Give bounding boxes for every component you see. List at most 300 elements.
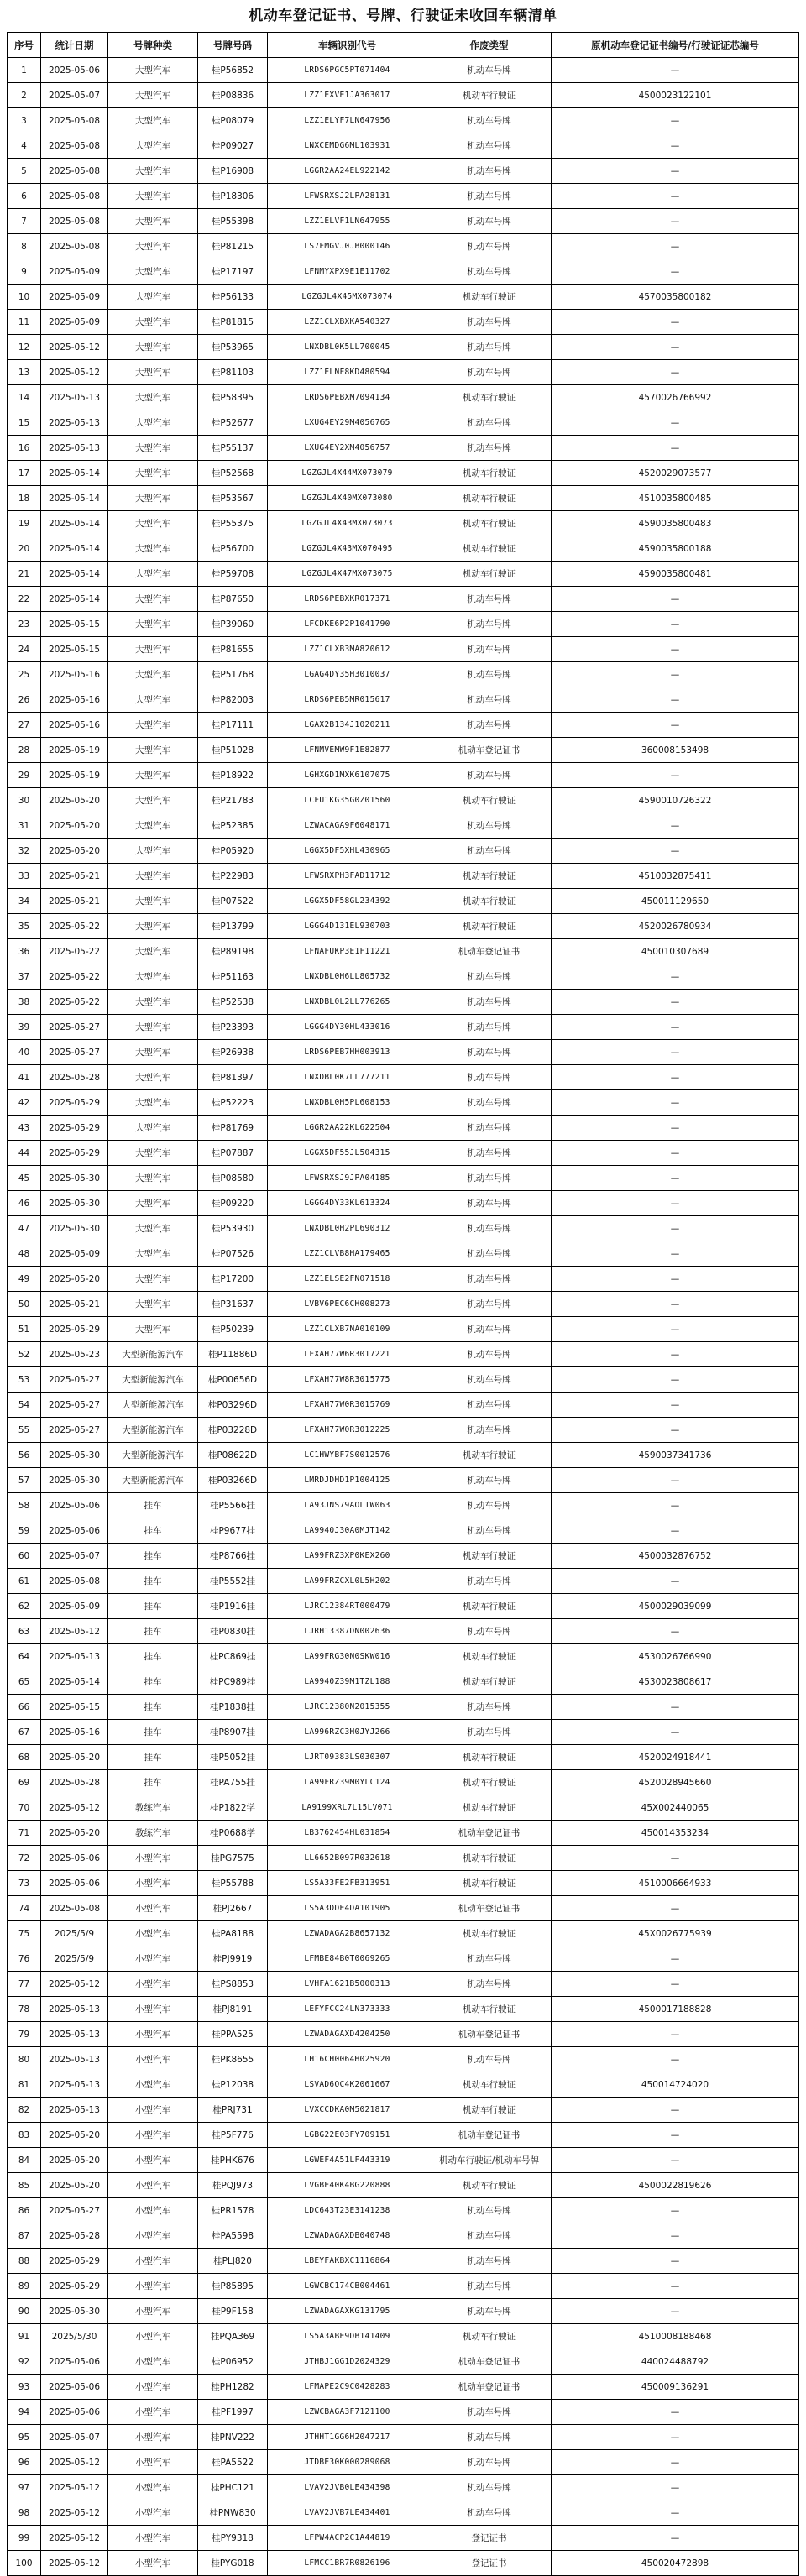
cell-date: 2025-05-28 bbox=[41, 1770, 108, 1795]
cell-index: 47 bbox=[8, 1216, 41, 1241]
cell-plate-number: 桂P52677 bbox=[198, 410, 268, 436]
cell-cert-number: — bbox=[552, 108, 799, 133]
cell-plate-number: 桂P81103 bbox=[198, 360, 268, 385]
cell-plate-type: 大型汽车 bbox=[108, 1216, 198, 1241]
cell-index: 24 bbox=[8, 637, 41, 662]
cell-cert-number: — bbox=[552, 1518, 799, 1544]
table-row bbox=[8, 1997, 799, 2022]
col-header-date: 统计日期 bbox=[41, 33, 108, 58]
cell-cert-number: — bbox=[552, 2123, 799, 2148]
cell-void-type: 机动车号牌 bbox=[427, 2500, 552, 2526]
cell-vin: LFNAFUKP3E1F11221 bbox=[268, 939, 427, 964]
cell-vin: LNXDBL0H2PL690312 bbox=[268, 1216, 427, 1241]
cell-plate-number: 桂P17200 bbox=[198, 1267, 268, 1292]
cell-date: 2025-05-15 bbox=[41, 637, 108, 662]
cell-plate-number: 桂P55137 bbox=[198, 436, 268, 461]
cell-index: 97 bbox=[8, 2475, 41, 2500]
table-row bbox=[8, 58, 799, 83]
cell-plate-number: 桂P12038 bbox=[198, 2072, 268, 2098]
cell-cert-number: — bbox=[552, 1241, 799, 1267]
table-row bbox=[8, 1418, 799, 1443]
cell-date: 2025-05-08 bbox=[41, 159, 108, 184]
cell-date: 2025-05-14 bbox=[41, 562, 108, 587]
cell-vin: LNXDBL0K7LL777211 bbox=[268, 1065, 427, 1090]
cell-index: 56 bbox=[8, 1443, 41, 1468]
cell-date: 2025-05-27 bbox=[41, 1367, 108, 1393]
cell-cert-number: — bbox=[552, 637, 799, 662]
cell-cert-number: — bbox=[552, 839, 799, 864]
cell-plate-type: 小型汽车 bbox=[108, 2475, 198, 2500]
cell-date: 2025-05-19 bbox=[41, 763, 108, 788]
cell-cert-number: — bbox=[552, 1216, 799, 1241]
cell-plate-type: 大型汽车 bbox=[108, 461, 198, 486]
cell-cert-number: 4510006664933 bbox=[552, 1871, 799, 1896]
cell-void-type: 机动车行驶证 bbox=[427, 83, 552, 108]
table-row bbox=[8, 1166, 799, 1191]
cell-date: 2025-05-29 bbox=[41, 2249, 108, 2274]
cell-index: 14 bbox=[8, 385, 41, 410]
cell-plate-type: 小型汽车 bbox=[108, 2526, 198, 2551]
cell-plate-number: 桂PNV222 bbox=[198, 2425, 268, 2450]
cell-index: 48 bbox=[8, 1241, 41, 1267]
cell-cert-number: — bbox=[552, 2223, 799, 2249]
cell-vin: LS7FMGVJ0JB000146 bbox=[268, 234, 427, 259]
cell-cert-number: — bbox=[552, 587, 799, 612]
cell-date: 2025-05-30 bbox=[41, 2299, 108, 2324]
cell-plate-type: 小型汽车 bbox=[108, 2198, 198, 2223]
cell-index: 42 bbox=[8, 1090, 41, 1116]
table-row bbox=[8, 285, 799, 310]
cell-plate-number: 桂P05920 bbox=[198, 839, 268, 864]
cell-void-type: 机动车号牌 bbox=[427, 1090, 552, 1116]
table-row bbox=[8, 159, 799, 184]
cell-plate-number: 桂PS8853 bbox=[198, 1972, 268, 1997]
cell-index: 17 bbox=[8, 461, 41, 486]
cell-date: 2025-05-09 bbox=[41, 285, 108, 310]
table-row bbox=[8, 1292, 799, 1317]
cell-void-type: 机动车号牌 bbox=[427, 234, 552, 259]
cell-plate-type: 小型汽车 bbox=[108, 1972, 198, 1997]
cell-void-type: 机动车行驶证 bbox=[427, 1443, 552, 1468]
cell-cert-number: — bbox=[552, 2148, 799, 2173]
cell-plate-type: 大型汽车 bbox=[108, 939, 198, 964]
col-header-plate-type: 号牌种类 bbox=[108, 33, 198, 58]
cell-vin: LGZGJL4X40MX073080 bbox=[268, 486, 427, 511]
col-header-index: 序号 bbox=[8, 33, 41, 58]
cell-vin: JTDBE30K000289068 bbox=[268, 2450, 427, 2475]
cell-index: 67 bbox=[8, 1720, 41, 1745]
cell-index: 62 bbox=[8, 1594, 41, 1619]
cell-index: 81 bbox=[8, 2072, 41, 2098]
cell-void-type: 机动车行驶证/机动车号牌 bbox=[427, 2148, 552, 2173]
cell-vin: LFNMVEMW9F1E82877 bbox=[268, 738, 427, 763]
table-row bbox=[8, 1544, 799, 1569]
cell-void-type: 机动车行驶证 bbox=[427, 1871, 552, 1896]
cell-date: 2025-05-30 bbox=[41, 1443, 108, 1468]
vehicle-list-table bbox=[7, 32, 799, 2576]
cell-vin: LZZ1ELNF8KD480594 bbox=[268, 360, 427, 385]
cell-void-type: 机动车行驶证 bbox=[427, 385, 552, 410]
cell-plate-number: 桂P08836 bbox=[198, 83, 268, 108]
cell-index: 58 bbox=[8, 1493, 41, 1518]
cell-date: 2025-05-09 bbox=[41, 310, 108, 335]
cell-vin: LZWCBAGA3F7121100 bbox=[268, 2400, 427, 2425]
table-row bbox=[8, 2148, 799, 2173]
cell-plate-type: 大型汽车 bbox=[108, 864, 198, 889]
cell-void-type: 机动车号牌 bbox=[427, 1065, 552, 1090]
table-row bbox=[8, 2349, 799, 2375]
table-row bbox=[8, 1518, 799, 1544]
cell-plate-number: 桂PLJ820 bbox=[198, 2249, 268, 2274]
table-row bbox=[8, 1342, 799, 1367]
cell-plate-type: 大型汽车 bbox=[108, 1141, 198, 1166]
cell-date: 2025-05-13 bbox=[41, 1644, 108, 1669]
cell-date: 2025-05-20 bbox=[41, 2173, 108, 2198]
cell-vin: LFWSRXSJ2LPA28131 bbox=[268, 184, 427, 209]
cell-vin: LRDS6PEB7HH003913 bbox=[268, 1040, 427, 1065]
cell-cert-number: 4500017188828 bbox=[552, 1997, 799, 2022]
cell-plate-type: 挂车 bbox=[108, 1720, 198, 1745]
cell-index: 76 bbox=[8, 1946, 41, 1972]
table-row bbox=[8, 1795, 799, 1821]
cell-date: 2025-05-13 bbox=[41, 385, 108, 410]
cell-vin: LGZGJL4X44MX073079 bbox=[268, 461, 427, 486]
cell-date: 2025-05-07 bbox=[41, 1544, 108, 1569]
cell-index: 68 bbox=[8, 1745, 41, 1770]
cell-plate-type: 大型汽车 bbox=[108, 410, 198, 436]
cell-cert-number: — bbox=[552, 687, 799, 713]
cell-index: 28 bbox=[8, 738, 41, 763]
cell-index: 57 bbox=[8, 1468, 41, 1493]
cell-date: 2025-05-20 bbox=[41, 1267, 108, 1292]
cell-plate-number: 桂P9677挂 bbox=[198, 1518, 268, 1544]
cell-void-type: 机动车号牌 bbox=[427, 813, 552, 839]
cell-void-type: 机动车号牌 bbox=[427, 1695, 552, 1720]
cell-date: 2025-05-12 bbox=[41, 2526, 108, 2551]
cell-date: 2025-05-06 bbox=[41, 58, 108, 83]
cell-plate-number: 桂P8766挂 bbox=[198, 1544, 268, 1569]
cell-plate-type: 小型汽车 bbox=[108, 1997, 198, 2022]
cell-plate-type: 大型汽车 bbox=[108, 839, 198, 864]
cell-cert-number: 4520029073577 bbox=[552, 461, 799, 486]
cell-plate-type: 挂车 bbox=[108, 1644, 198, 1669]
page-title: 机动车登记证书、号牌、行驶证未收回车辆清单 bbox=[249, 8, 557, 24]
table-row bbox=[8, 713, 799, 738]
cell-index: 41 bbox=[8, 1065, 41, 1090]
cell-cert-number: 4520024918441 bbox=[552, 1745, 799, 1770]
cell-plate-type: 大型汽车 bbox=[108, 209, 198, 234]
table-row bbox=[8, 763, 799, 788]
cell-vin: LGWCBC174CB004461 bbox=[268, 2274, 427, 2299]
cell-vin: JTHHT1GG6H2047217 bbox=[268, 2425, 427, 2450]
cell-index: 53 bbox=[8, 1367, 41, 1393]
cell-index: 33 bbox=[8, 864, 41, 889]
cell-vin: LRDS6PEBXKR017371 bbox=[268, 587, 427, 612]
cell-void-type: 机动车号牌 bbox=[427, 587, 552, 612]
table-row bbox=[8, 1191, 799, 1216]
cell-date: 2025-05-15 bbox=[41, 612, 108, 637]
cell-vin: LGZGJL4X43MX073073 bbox=[268, 511, 427, 536]
cell-plate-type: 大型汽车 bbox=[108, 58, 198, 83]
cell-plate-type: 小型汽车 bbox=[108, 2223, 198, 2249]
table-row bbox=[8, 1896, 799, 1921]
cell-void-type: 机动车登记证书 bbox=[427, 2349, 552, 2375]
cell-void-type: 机动车行驶证 bbox=[427, 1594, 552, 1619]
cell-cert-number: — bbox=[552, 159, 799, 184]
cell-index: 27 bbox=[8, 713, 41, 738]
cell-plate-type: 大型汽车 bbox=[108, 713, 198, 738]
cell-date: 2025-05-06 bbox=[41, 1871, 108, 1896]
cell-void-type: 机动车号牌 bbox=[427, 310, 552, 335]
cell-index: 83 bbox=[8, 2123, 41, 2148]
cell-void-type: 机动车号牌 bbox=[427, 839, 552, 864]
cell-date: 2025-05-12 bbox=[41, 360, 108, 385]
table-row bbox=[8, 2098, 799, 2123]
cell-plate-number: 桂P21783 bbox=[198, 788, 268, 813]
cell-index: 80 bbox=[8, 2047, 41, 2072]
table-row bbox=[8, 2500, 799, 2526]
cell-plate-number: 桂PA5598 bbox=[198, 2223, 268, 2249]
cell-plate-number: 桂P1838挂 bbox=[198, 1695, 268, 1720]
cell-date: 2025-05-06 bbox=[41, 2400, 108, 2425]
cell-cert-number: — bbox=[552, 1292, 799, 1317]
cell-date: 2025-05-14 bbox=[41, 587, 108, 612]
cell-vin: LNXDBL0L2LL776265 bbox=[268, 990, 427, 1015]
cell-cert-number: 4590010726322 bbox=[552, 788, 799, 813]
cell-vin: LFCDKE6P2P1041790 bbox=[268, 612, 427, 637]
cell-plate-number: 桂PHC121 bbox=[198, 2475, 268, 2500]
cell-date: 2025-05-13 bbox=[41, 410, 108, 436]
cell-index: 93 bbox=[8, 2375, 41, 2400]
table-row bbox=[8, 2173, 799, 2198]
cell-cert-number: 450010307689 bbox=[552, 939, 799, 964]
cell-cert-number: 4500032876752 bbox=[552, 1544, 799, 1569]
cell-index: 95 bbox=[8, 2425, 41, 2450]
cell-cert-number: — bbox=[552, 2475, 799, 2500]
cell-plate-number: 桂PY9318 bbox=[198, 2526, 268, 2551]
cell-void-type: 机动车登记证书 bbox=[427, 939, 552, 964]
cell-cert-number: 45X002440065 bbox=[552, 1795, 799, 1821]
cell-void-type: 机动车号牌 bbox=[427, 1367, 552, 1393]
cell-index: 55 bbox=[8, 1418, 41, 1443]
table-row bbox=[8, 410, 799, 436]
cell-date: 2025-05-12 bbox=[41, 2450, 108, 2475]
cell-void-type: 机动车登记证书 bbox=[427, 2123, 552, 2148]
cell-index: 88 bbox=[8, 2249, 41, 2274]
table-row bbox=[8, 1090, 799, 1116]
table-row bbox=[8, 259, 799, 285]
cell-cert-number: — bbox=[552, 2425, 799, 2450]
cell-date: 2025-05-09 bbox=[41, 259, 108, 285]
cell-plate-number: 桂P52538 bbox=[198, 990, 268, 1015]
cell-index: 44 bbox=[8, 1141, 41, 1166]
cell-plate-number: 桂P55788 bbox=[198, 1871, 268, 1896]
table-row bbox=[8, 637, 799, 662]
cell-index: 37 bbox=[8, 964, 41, 990]
cell-vin: LGGX5DF58GL234392 bbox=[268, 889, 427, 914]
cell-plate-type: 大型汽车 bbox=[108, 1292, 198, 1317]
table-row bbox=[8, 1871, 799, 1896]
cell-index: 79 bbox=[8, 2022, 41, 2047]
cell-plate-number: 桂P0688学 bbox=[198, 1821, 268, 1846]
cell-void-type: 机动车号牌 bbox=[427, 1015, 552, 1040]
cell-vin: LA99FRZ3XP0KEX260 bbox=[268, 1544, 427, 1569]
cell-vin: LZWADAGA2B8657132 bbox=[268, 1921, 427, 1946]
cell-date: 2025-05-09 bbox=[41, 1241, 108, 1267]
table-row bbox=[8, 2299, 799, 2324]
table-row bbox=[8, 2198, 799, 2223]
cell-vin: JTHBJ1GG1D2024329 bbox=[268, 2349, 427, 2375]
cell-date: 2025-05-20 bbox=[41, 1745, 108, 1770]
cell-plate-number: 桂P07522 bbox=[198, 889, 268, 914]
cell-vin: LGAX2B134J1020211 bbox=[268, 713, 427, 738]
cell-date: 2025-05-30 bbox=[41, 1191, 108, 1216]
table-row bbox=[8, 310, 799, 335]
cell-vin: LFXAH77W0R3015769 bbox=[268, 1393, 427, 1418]
cell-void-type: 机动车号牌 bbox=[427, 2274, 552, 2299]
cell-plate-type: 小型汽车 bbox=[108, 2123, 198, 2148]
table-row bbox=[8, 1695, 799, 1720]
cell-date: 2025-05-16 bbox=[41, 713, 108, 738]
cell-index: 16 bbox=[8, 436, 41, 461]
cell-vin: LZZ1CLVB8HA179465 bbox=[268, 1241, 427, 1267]
cell-vin: LBEYFAKBXC1116864 bbox=[268, 2249, 427, 2274]
cell-plate-number: 桂P31637 bbox=[198, 1292, 268, 1317]
cell-vin: LZZ1EXVE1JA363017 bbox=[268, 83, 427, 108]
cell-cert-number: — bbox=[552, 1846, 799, 1871]
cell-plate-number: 桂P26938 bbox=[198, 1040, 268, 1065]
cell-cert-number: 4590037341736 bbox=[552, 1443, 799, 1468]
cell-cert-number: — bbox=[552, 1317, 799, 1342]
cell-void-type: 机动车号牌 bbox=[427, 2249, 552, 2274]
cell-cert-number: — bbox=[552, 2022, 799, 2047]
cell-void-type: 机动车号牌 bbox=[427, 259, 552, 285]
cell-plate-type: 小型汽车 bbox=[108, 2299, 198, 2324]
cell-index: 65 bbox=[8, 1669, 41, 1695]
cell-index: 40 bbox=[8, 1040, 41, 1065]
cell-plate-number: 桂P5052挂 bbox=[198, 1745, 268, 1770]
cell-date: 2025-05-16 bbox=[41, 662, 108, 687]
cell-plate-type: 挂车 bbox=[108, 1695, 198, 1720]
cell-vin: LGZGJL4X45MX073074 bbox=[268, 285, 427, 310]
table-row bbox=[8, 1821, 799, 1846]
cell-cert-number: — bbox=[552, 2400, 799, 2425]
cell-plate-type: 大型汽车 bbox=[108, 1065, 198, 1090]
cell-void-type: 机动车号牌 bbox=[427, 1619, 552, 1644]
table-row bbox=[8, 1317, 799, 1342]
cell-void-type: 机动车登记证书 bbox=[427, 2375, 552, 2400]
cell-vin: LGHXGD1MXK6107075 bbox=[268, 763, 427, 788]
table-row bbox=[8, 486, 799, 511]
cell-cert-number: — bbox=[552, 1090, 799, 1116]
cell-plate-type: 大型汽车 bbox=[108, 133, 198, 159]
cell-vin: LA99FRZ39M0YLC124 bbox=[268, 1770, 427, 1795]
cell-plate-type: 大型新能源汽车 bbox=[108, 1468, 198, 1493]
cell-cert-number: — bbox=[552, 1896, 799, 1921]
cell-vin: LNXCEMDG6ML103931 bbox=[268, 133, 427, 159]
cell-plate-number: 桂P08622D bbox=[198, 1443, 268, 1468]
cell-plate-number: 桂P55375 bbox=[198, 511, 268, 536]
table-row bbox=[8, 1493, 799, 1518]
cell-index: 20 bbox=[8, 536, 41, 562]
cell-void-type: 机动车号牌 bbox=[427, 2047, 552, 2072]
cell-index: 64 bbox=[8, 1644, 41, 1669]
cell-cert-number: — bbox=[552, 234, 799, 259]
cell-plate-number: 桂PK8655 bbox=[198, 2047, 268, 2072]
cell-void-type: 机动车号牌 bbox=[427, 108, 552, 133]
cell-plate-type: 大型汽车 bbox=[108, 385, 198, 410]
cell-date: 2025-05-23 bbox=[41, 1342, 108, 1367]
cell-cert-number: — bbox=[552, 1342, 799, 1367]
cell-cert-number: — bbox=[552, 1166, 799, 1191]
cell-date: 2025-05-22 bbox=[41, 964, 108, 990]
cell-plate-number: 桂P52568 bbox=[198, 461, 268, 486]
cell-void-type: 机动车号牌 bbox=[427, 1116, 552, 1141]
table-row bbox=[8, 2450, 799, 2475]
cell-vin: LNXDBL0H5PL608153 bbox=[268, 1090, 427, 1116]
cell-void-type: 机动车号牌 bbox=[427, 1569, 552, 1594]
cell-cert-number: 450020472898 bbox=[552, 2551, 799, 2576]
cell-index: 22 bbox=[8, 587, 41, 612]
cell-index: 3 bbox=[8, 108, 41, 133]
cell-vin: LNXDBL0K5LL700045 bbox=[268, 335, 427, 360]
cell-plate-type: 教练汽车 bbox=[108, 1795, 198, 1821]
cell-plate-type: 挂车 bbox=[108, 1619, 198, 1644]
cell-plate-type: 大型汽车 bbox=[108, 1267, 198, 1292]
cell-date: 2025-05-21 bbox=[41, 864, 108, 889]
cell-vin: LJRC12380N2015355 bbox=[268, 1695, 427, 1720]
cell-index: 69 bbox=[8, 1770, 41, 1795]
cell-vin: LA9199XRL7L15LV071 bbox=[268, 1795, 427, 1821]
cell-vin: LCFU1KG35G0Z01560 bbox=[268, 788, 427, 813]
cell-cert-number: — bbox=[552, 1946, 799, 1972]
cell-void-type: 机动车行驶证 bbox=[427, 788, 552, 813]
cell-date: 2025-05-09 bbox=[41, 1594, 108, 1619]
cell-plate-number: 桂P18306 bbox=[198, 184, 268, 209]
cell-vin: LJRH13387DN002636 bbox=[268, 1619, 427, 1644]
cell-plate-number: 桂P5566挂 bbox=[198, 1493, 268, 1518]
cell-cert-number: — bbox=[552, 612, 799, 637]
cell-plate-number: 桂P16908 bbox=[198, 159, 268, 184]
cell-void-type: 机动车行驶证 bbox=[427, 1770, 552, 1795]
cell-cert-number: 4500022819626 bbox=[552, 2173, 799, 2198]
cell-vin: LVAV2JVB7LE434401 bbox=[268, 2500, 427, 2526]
cell-index: 1 bbox=[8, 58, 41, 83]
cell-cert-number: 4590035800188 bbox=[552, 536, 799, 562]
cell-void-type: 机动车号牌 bbox=[427, 159, 552, 184]
cell-cert-number: — bbox=[552, 58, 799, 83]
cell-cert-number: — bbox=[552, 1468, 799, 1493]
table-row bbox=[8, 385, 799, 410]
cell-vin: LJRC12384RT000479 bbox=[268, 1594, 427, 1619]
cell-void-type: 机动车行驶证 bbox=[427, 461, 552, 486]
cell-index: 71 bbox=[8, 1821, 41, 1846]
cell-plate-number: 桂PQA369 bbox=[198, 2324, 268, 2349]
cell-cert-number: 450011129650 bbox=[552, 889, 799, 914]
cell-vin: LSVAD6OC4K2061667 bbox=[268, 2072, 427, 2098]
table-row bbox=[8, 788, 799, 813]
cell-plate-number: 桂PF1997 bbox=[198, 2400, 268, 2425]
cell-date: 2025-05-30 bbox=[41, 1166, 108, 1191]
cell-vin: LDC643T23E3141238 bbox=[268, 2198, 427, 2223]
cell-void-type: 机动车行驶证 bbox=[427, 536, 552, 562]
table-row bbox=[8, 662, 799, 687]
cell-date: 2025-05-14 bbox=[41, 461, 108, 486]
cell-plate-type: 小型汽车 bbox=[108, 2551, 198, 2576]
table-row bbox=[8, 1241, 799, 1267]
cell-plate-type: 小型汽车 bbox=[108, 2249, 198, 2274]
table-row bbox=[8, 461, 799, 486]
